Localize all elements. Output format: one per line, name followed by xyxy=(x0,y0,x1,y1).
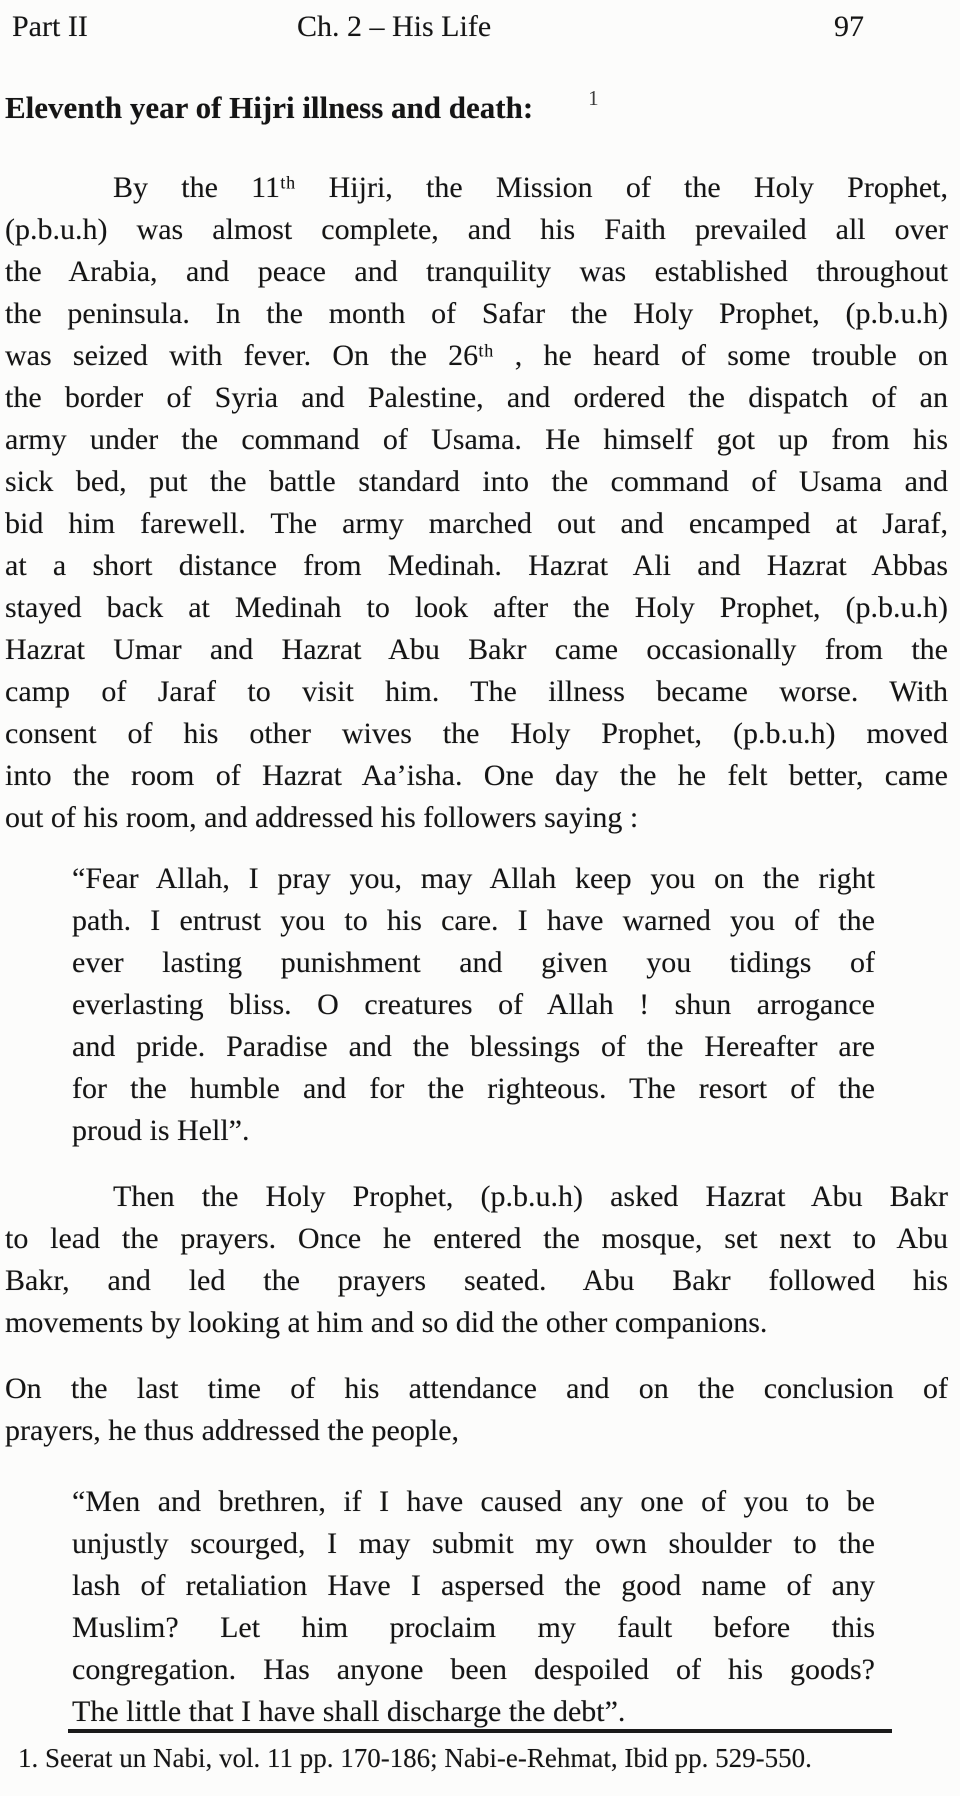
text-line: ever lasting punishment and given you tidings of xyxy=(72,946,875,979)
paragraph-1 xyxy=(5,167,948,839)
text-line: On the last time of his attendance and on the conclusion of xyxy=(5,1372,948,1405)
text-line: the border of Syria and Palestine, and ordered the dispatch of an xyxy=(5,381,948,414)
text-line: at a short distance from Medinah. Hazrat Ali and Hazrat Abbas xyxy=(5,549,948,582)
text-line: lash of retaliation Have I aspersed the good name of any xyxy=(72,1569,875,1602)
text-line: prayers, he thus addressed the people, xyxy=(5,1414,460,1447)
text-line: proud is Hell”. xyxy=(72,1114,250,1147)
text-line: army under the command of Usama. He himself got up from his xyxy=(5,423,948,456)
text-line: for the humble and for the righteous. The resort of the xyxy=(72,1072,875,1105)
quote-block-1 xyxy=(72,858,875,1152)
paragraph-2 xyxy=(5,1176,948,1344)
text-line: consent of his other wives the Holy Prophet, (p.b.u.h) moved xyxy=(5,717,948,750)
text-line: Hazrat Umar and Hazrat Abu Bakr came occasionally from the xyxy=(5,633,948,666)
text-line: congregation. Has anyone been despoiled of his goods? xyxy=(72,1653,875,1686)
text-line: Then the Holy Prophet, (p.b.u.h) asked Hazrat Abu Bakr xyxy=(113,1180,948,1213)
text-line: into the room of Hazrat Aa’isha. One day the he felt better, came xyxy=(5,759,948,792)
text-line: Bakr, and led the prayers seated. Abu Bakr followed his xyxy=(5,1264,948,1297)
text-line: and pride. Paradise and the blessings of the Hereafter are xyxy=(72,1030,875,1063)
quote-block-2 xyxy=(72,1481,875,1733)
text-line: bid him farewell. The army marched out and encamped at Jaraf, xyxy=(5,507,948,540)
text-line: Muslim? Let him proclaim my fault before this xyxy=(72,1611,875,1644)
text-line: “Fear Allah, I pray you, may Allah keep you on the right xyxy=(72,862,875,895)
text-line: camp of Jaraf to visit him. The illness became worse. With xyxy=(5,675,948,708)
section-heading xyxy=(5,88,948,131)
footnote-ref: 1 xyxy=(588,86,599,110)
page-header xyxy=(5,8,948,48)
paragraph-3 xyxy=(5,1368,948,1452)
text-line: was seized with fever. On the 26ᵗʰ , he heard of some trouble on xyxy=(5,339,948,372)
text-line: movements by looking at him and so did the other companions. xyxy=(5,1306,768,1339)
part-label: Part II xyxy=(12,10,88,43)
text-line: to lead the prayers. Once he entered the mosque, set next to Abu xyxy=(5,1222,948,1255)
text-line: sick bed, put the battle standard into the command of Usama and xyxy=(5,465,948,498)
section-heading-text: Eleventh year of Hijri illness and death: xyxy=(5,90,534,125)
chapter-title: Ch. 2 – His Life xyxy=(297,10,492,43)
text-line: everlasting bliss. O creatures of Allah ! shun arrogance xyxy=(72,988,875,1021)
page-number: 97 xyxy=(834,10,864,43)
text-line: the peninsula. In the month of Safar the Holy Prophet, (p.b.u.h) xyxy=(5,297,948,330)
text-line: out of his room, and addressed his followers saying : xyxy=(5,801,639,834)
text-line: By the 11ᵗʰ Hijri, the Mission of the Holy Prophet, xyxy=(113,171,948,204)
text-line: path. I entrust you to his care. I have warned you of the xyxy=(72,904,875,937)
text-line: (p.b.u.h) was almost complete, and his Faith prevailed all over xyxy=(5,213,948,246)
text-line: stayed back at Medinah to look after the Holy Prophet, (p.b.u.h) xyxy=(5,591,948,624)
text-line: “Men and brethren, if I have caused any one of you to be xyxy=(72,1485,875,1518)
text-line: The little that I have shall discharge the debt”. xyxy=(72,1695,626,1728)
text-line: unjustly scourged, I may submit my own shoulder to the xyxy=(72,1527,875,1560)
footnote: 1. Seerat un Nabi, vol. 11 pp. 170-186; Nabi-e-Rehmat, Ibid pp. 529-550. xyxy=(18,1743,812,1773)
text-line: the Arabia, and peace and tranquility was established throughout xyxy=(5,255,948,288)
